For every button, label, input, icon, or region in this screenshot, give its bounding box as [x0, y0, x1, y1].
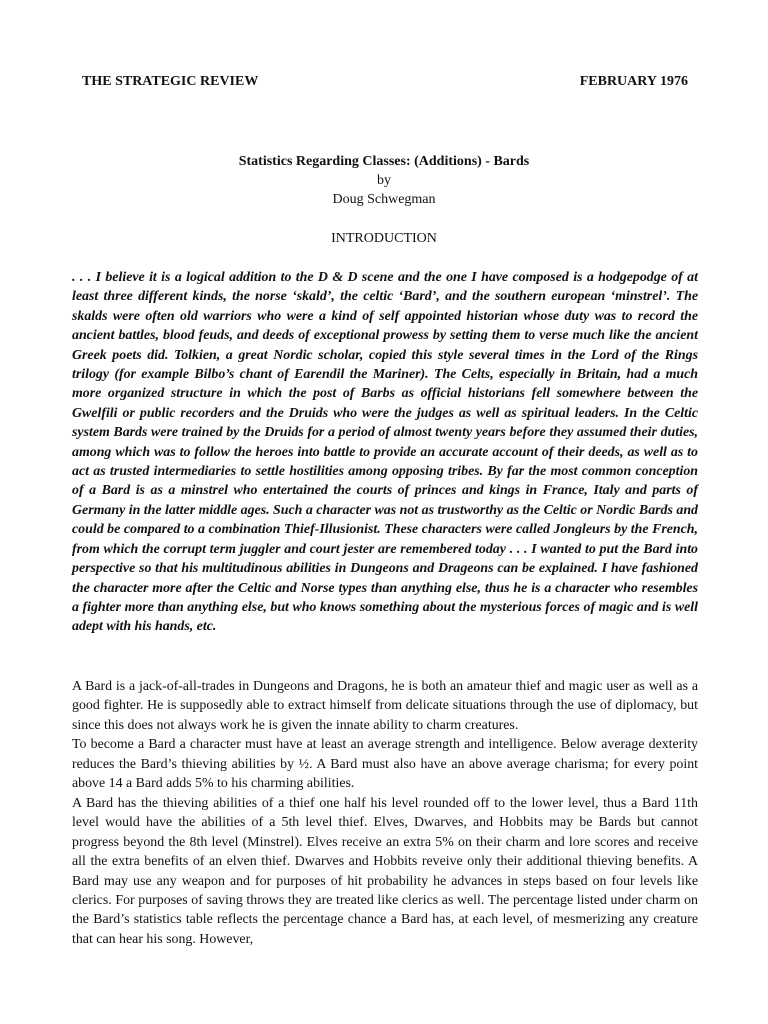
article-title: Statistics Regarding Classes: (Additions) - Bards: [238, 154, 530, 169]
body-paragraph: To become a Bard a character must have at least an average strength and intelligence. Below average dexterity reduces the Bard’s thieving abilities by ½. A Bard must also have an above average charisma; for every point above 14 a Bard adds 5% to his charming abilities.: [72, 737, 698, 792]
introduction-paragraph: . . . I believe it is a logical addition to the D & D scene and the one I have composed is a hodgepodge of at least three different kinds, the norse ‘skald’, the celtic ‘Bard’, and the southern european ‘minstrel’. The skalds were often old warriors who were a kind of self appointed historian whose duty was to record the ancient battles, blood feuds, and deeds of exceptional prowess by setting them to verse much like the ancient Greek poets did. Tolkien, a great Nordic scholar, copied this style several times in the Lord of the Rings trilogy (for example Bilbo’s chant of Earendil the Mariner). The Celts, especially in Britain, had a much more organized structure in which the post of Barbs as official historians fell somewhere between the Gwelfili or public recorders and the Druids who were the judges as well as spiritual leaders. In the Celtic system Bards were trained by the Druids for a period of almost twenty years before they assumed their duties, among which was to follow the heroes into battle to provide an accurate account of their deeds, as well as to act as trusted intermediaries to settle hostilities among opposing tribes. By far the most common conception of a Bard is as a minstrel who entertained the courts of princes and kings in France, Italy and parts of Germany in the latter middle ages. Such a character was not as trustworthy as the Celtic or Nordic Bards and could be compared to a combination Thief-Illusionist. These characters were called Jongleurs by the French, from which the corrupt term juggler and court jester are remembered today . . . I wanted to put the Bard into perspective so that his multitudinous abilities in Dungeons and Drageons can be explained. I have fashioned the character more after the Celtic and Norse types than anything else, thus he is a character who resembles a fighter more than anything else, but who knows something about the mysterious forces of magic and is well adept with his hands, etc.: [72, 270, 698, 635]
article-body: [72, 677, 698, 949]
byline: by: [377, 173, 391, 188]
section-heading: INTRODUCTION: [331, 231, 437, 246]
issue-date: FEBRUARY 1976: [579, 74, 688, 89]
body-paragraph: A Bard has the thieving abilities of a thief one half his level rounded off to the lower level, thus a Bard 11th level would have the abilities of a 5th level thief. Elves, Dwarves, and Hobbits may be Bards but cannot progress beyond the 8th level (Minstrel). Elves receive an extra 5% on their charm and lore scores and receive all the extra benefits of an elven thief. Dwarves and Hobbits reveive only their additional thieving benefits. A Bard may use any weapon and for purposes of hit probability he advances in steps based on four levels like clerics. For purposes of saving throws they are treated like clerics as well. The percentage listed under charm on the Bard’s statistics table reflects the percentage chance a Bard has, at each level, of mesmerizing any creature that can hear his song. However,: [72, 795, 698, 947]
title-block: [0, 152, 768, 209]
body-paragraph: A Bard is a jack-of-all-trades in Dungeons and Dragons, he is both an amateur thief and magic user as well as a good fighter. He is supposedly able to extract himself from delicate situations through the use of diplomacy, but since this does not always work he is given the innate ability to charm creatures.: [72, 679, 698, 733]
author-name: Doug Schwegman: [332, 192, 436, 207]
publication-name: THE STRATEGIC REVIEW: [82, 74, 259, 89]
